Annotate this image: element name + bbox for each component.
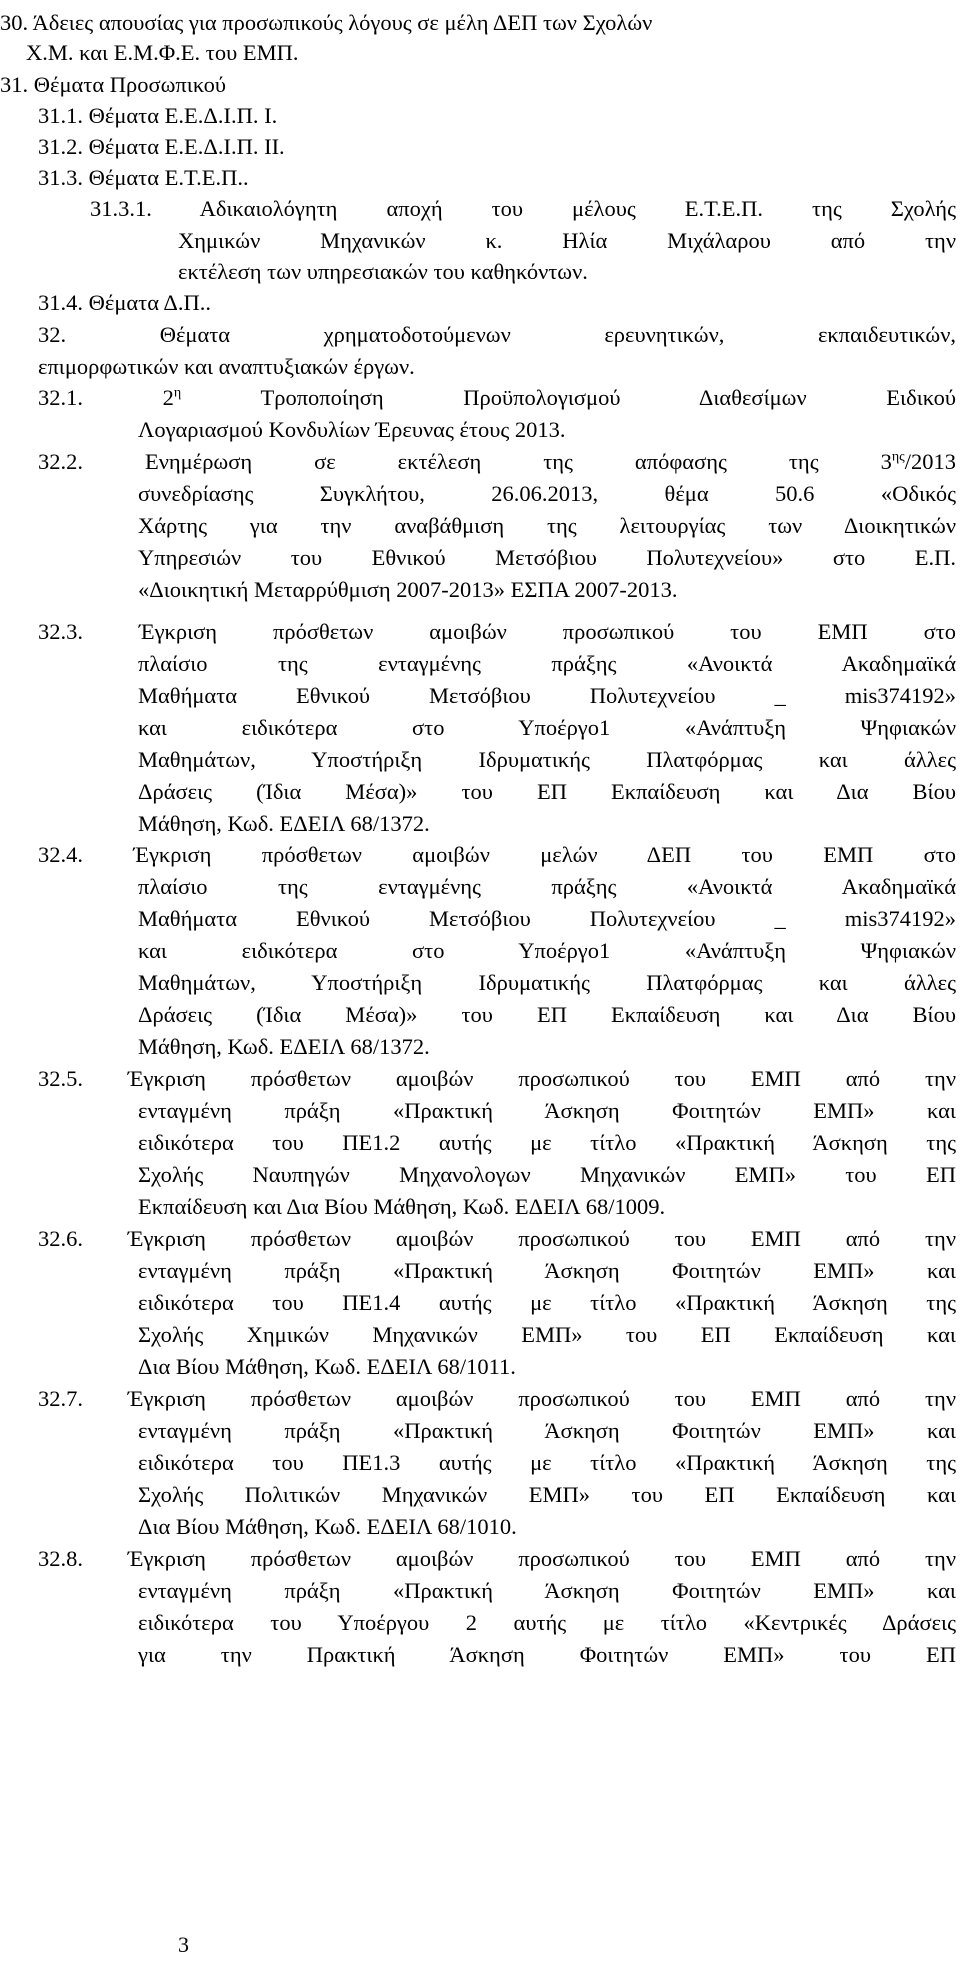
agenda-item-32-7-cont: Σχολής Πολιτικών Μηχανικών ΕΜΠ» του ΕΠ Εκπαίδευση και	[138, 1482, 956, 1507]
item-text: Τροποποίηση Προϋπολογισμού Διαθεσίμων Ειδικού	[181, 385, 956, 410]
agenda-item-32-4-cont: Μάθηση, Κωδ. ΕΔΕΙΛ 68/1372.	[138, 1034, 430, 1059]
agenda-item-32-8-cont: ενταγμένη πράξη «Πρακτική Άσκηση Φοιτητών ΕΜΠ» και	[138, 1578, 956, 1603]
agenda-item-32-8: 32.8. Έγκριση πρόσθετων αμοιβών προσωπικού του ΕΜΠ από την	[38, 1546, 956, 1571]
agenda-item-32-cont: επιμορφωτικών και αναπτυξιακών έργων.	[38, 354, 415, 379]
agenda-item-32-7-cont: ειδικότερα του ΠΕ1.3 αυτής με τίτλο «Πρακτική Άσκηση της	[138, 1450, 956, 1475]
agenda-item-31-3-1-cont: εκτέλεση των υπηρεσιακών του καθηκόντων.	[178, 259, 588, 284]
agenda-item-32-5-cont: Σχολής Ναυπηγών Μηχανολογων Μηχανικών ΕΜΠ» του ΕΠ	[138, 1162, 956, 1187]
agenda-item-32-1	[38, 383, 956, 413]
agenda-item-32-7-cont: Δια Βίου Μάθηση, Κωδ. ΕΔΕΙΛ 68/1010.	[138, 1514, 517, 1539]
agenda-item-32-4-cont: και ειδικότερα στο Υποέργο1 «Ανάπτυξη Ψηφιακών	[138, 938, 956, 963]
agenda-item-32-7: 32.7. Έγκριση πρόσθετων αμοιβών προσωπικού του ΕΜΠ από την	[38, 1386, 956, 1411]
agenda-item-32-6-cont: ειδικότερα του ΠΕ1.4 αυτής με τίτλο «Πρακτική Άσκηση της	[138, 1290, 956, 1315]
agenda-item-32-3-cont: Μαθημάτων, Υποστήριξη Ιδρυματικής Πλατφόρμας και άλλες	[138, 747, 956, 772]
superscript: η	[173, 385, 182, 401]
agenda-item-32-7-cont: ενταγμένη πράξη «Πρακτική Άσκηση Φοιτητών ΕΜΠ» και	[138, 1418, 956, 1443]
agenda-item-31-1: 31.1. Θέματα Ε.Ε.Δ.Ι.Π. Ι.	[38, 103, 278, 128]
agenda-item-32-3-cont: πλαίσιο της ενταγμένης πράξης «Ανοικτά Ακαδημαϊκά	[138, 651, 956, 676]
agenda-item-32-4-cont: Δράσεις (Ίδια Μέσα)» του ΕΠ Εκπαίδευση και Δια Βίου	[138, 1002, 956, 1027]
agenda-item-32-3-cont: και ειδικότερα στο Υποέργο1 «Ανάπτυξη Ψηφιακών	[138, 715, 956, 740]
agenda-item-32-6-cont: Σχολής Χημικών Μηχανικών ΕΜΠ» του ΕΠ Εκπαίδευση και	[138, 1322, 956, 1347]
agenda-item-32-6-cont: ενταγμένη πράξη «Πρακτική Άσκηση Φοιτητών ΕΜΠ» και	[138, 1258, 956, 1283]
agenda-item-32-2-cont: Χάρτης για την αναβάθμιση της λειτουργίας των Διοικητικών	[138, 513, 956, 538]
agenda-item-32-6: 32.6. Έγκριση πρόσθετων αμοιβών προσωπικού του ΕΜΠ από την	[38, 1226, 956, 1251]
agenda-item-32-4-cont: Μαθήματα Εθνικού Μετσόβιου Πολυτεχνείου _ mis374192»	[138, 906, 956, 931]
agenda-item-32-4-cont: πλαίσιο της ενταγμένης πράξης «Ανοικτά Ακαδημαϊκά	[138, 874, 956, 899]
item-text: /2013	[904, 449, 956, 474]
agenda-item-32-2	[38, 447, 956, 477]
agenda-item-32-4-cont: Μαθημάτων, Υποστήριξη Ιδρυματικής Πλατφόρμας και άλλες	[138, 970, 956, 995]
agenda-item-30-cont: Χ.Μ. και Ε.Μ.Φ.Ε. του ΕΜΠ.	[26, 40, 299, 65]
agenda-item-30: 30. Άδειες απουσίας για προσωπικούς λόγους σε μέλη ΔΕΠ των Σχολών	[0, 10, 653, 35]
agenda-item-32-8-cont: ειδικότερα του Υποέργου 2 αυτής με τίτλο «Κεντρικές Δράσεις	[138, 1610, 956, 1635]
agenda-item-32-3: 32.3. Έγκριση πρόσθετων αμοιβών προσωπικού του ΕΜΠ στο	[38, 619, 956, 644]
agenda-item-31-3: 31.3. Θέματα Ε.Τ.Ε.Π..	[38, 165, 249, 190]
agenda-item-32-5: 32.5. Έγκριση πρόσθετων αμοιβών προσωπικού του ΕΜΠ από την	[38, 1066, 956, 1091]
agenda-item-32-1-cont: Λογαριασμού Κονδυλίων Έρευνας έτους 2013.	[138, 417, 566, 442]
agenda-item-32-8-cont: για την Πρακτική Άσκηση Φοιτητών ΕΜΠ» του ΕΠ	[138, 1642, 956, 1667]
page-number: 3	[178, 1932, 189, 1957]
agenda-item-31: 31. Θέματα Προσωπικού	[0, 72, 227, 97]
agenda-item-32: 32. Θέματα χρηματοδοτούμενων ερευνητικών, εκπαιδευτικών,	[38, 322, 956, 347]
agenda-item-32-2-cont: συνεδρίασης Συγκλήτου, 26.06.2013, θέμα 50.6 «Οδικός	[138, 481, 956, 506]
agenda-item-32-2-cont: Υπηρεσιών του Εθνικού Μετσόβιου Πολυτεχνείου» στο Ε.Π.	[138, 545, 956, 570]
item-number-text: 32.1. 2	[38, 385, 174, 410]
item-number-text: 32.2. Ενημέρωση σε εκτέλεση της απόφασης της 3	[38, 449, 892, 474]
agenda-item-32-5-cont: Εκπαίδευση και Δια Βίου Μάθηση, Κωδ. ΕΔΕΙΛ 68/1009.	[138, 1194, 666, 1219]
agenda-item-31-4: 31.4. Θέματα Δ.Π..	[38, 290, 211, 315]
agenda-item-32-5-cont: ειδικότερα του ΠΕ1.2 αυτής με τίτλο «Πρακτική Άσκηση της	[138, 1130, 956, 1155]
agenda-item-31-2: 31.2. Θέματα Ε.Ε.Δ.Ι.Π. ΙΙ.	[38, 134, 285, 159]
agenda-item-32-2-cont: «Διοικητική Μεταρρύθμιση 2007-2013» ΕΣΠΑ 2007-2013.	[138, 577, 678, 602]
agenda-item-32-3-cont: Μάθηση, Κωδ. ΕΔΕΙΛ 68/1372.	[138, 811, 430, 836]
agenda-item-32-4: 32.4. Έγκριση πρόσθετων αμοιβών μελών ΔΕΠ του ΕΜΠ στο	[38, 842, 956, 867]
agenda-item-32-6-cont: Δια Βίου Μάθηση, Κωδ. ΕΔΕΙΛ 68/1011.	[138, 1354, 516, 1379]
agenda-item-32-3-cont: Δράσεις (Ίδια Μέσα)» του ΕΠ Εκπαίδευση και Δια Βίου	[138, 779, 956, 804]
agenda-item-31-3-1: 31.3.1. Αδικαιολόγητη αποχή του μέλους Ε.Τ.Ε.Π. της Σχολής	[90, 196, 956, 221]
agenda-item-31-3-1-cont: Χημικών Μηχανικών κ. Ηλία Μιχάλαρου από την	[178, 228, 956, 253]
superscript: ης	[891, 449, 905, 465]
agenda-item-32-3-cont: Μαθήματα Εθνικού Μετσόβιου Πολυτεχνείου _ mis374192»	[138, 683, 956, 708]
agenda-item-32-5-cont: ενταγμένη πράξη «Πρακτική Άσκηση Φοιτητών ΕΜΠ» και	[138, 1098, 956, 1123]
